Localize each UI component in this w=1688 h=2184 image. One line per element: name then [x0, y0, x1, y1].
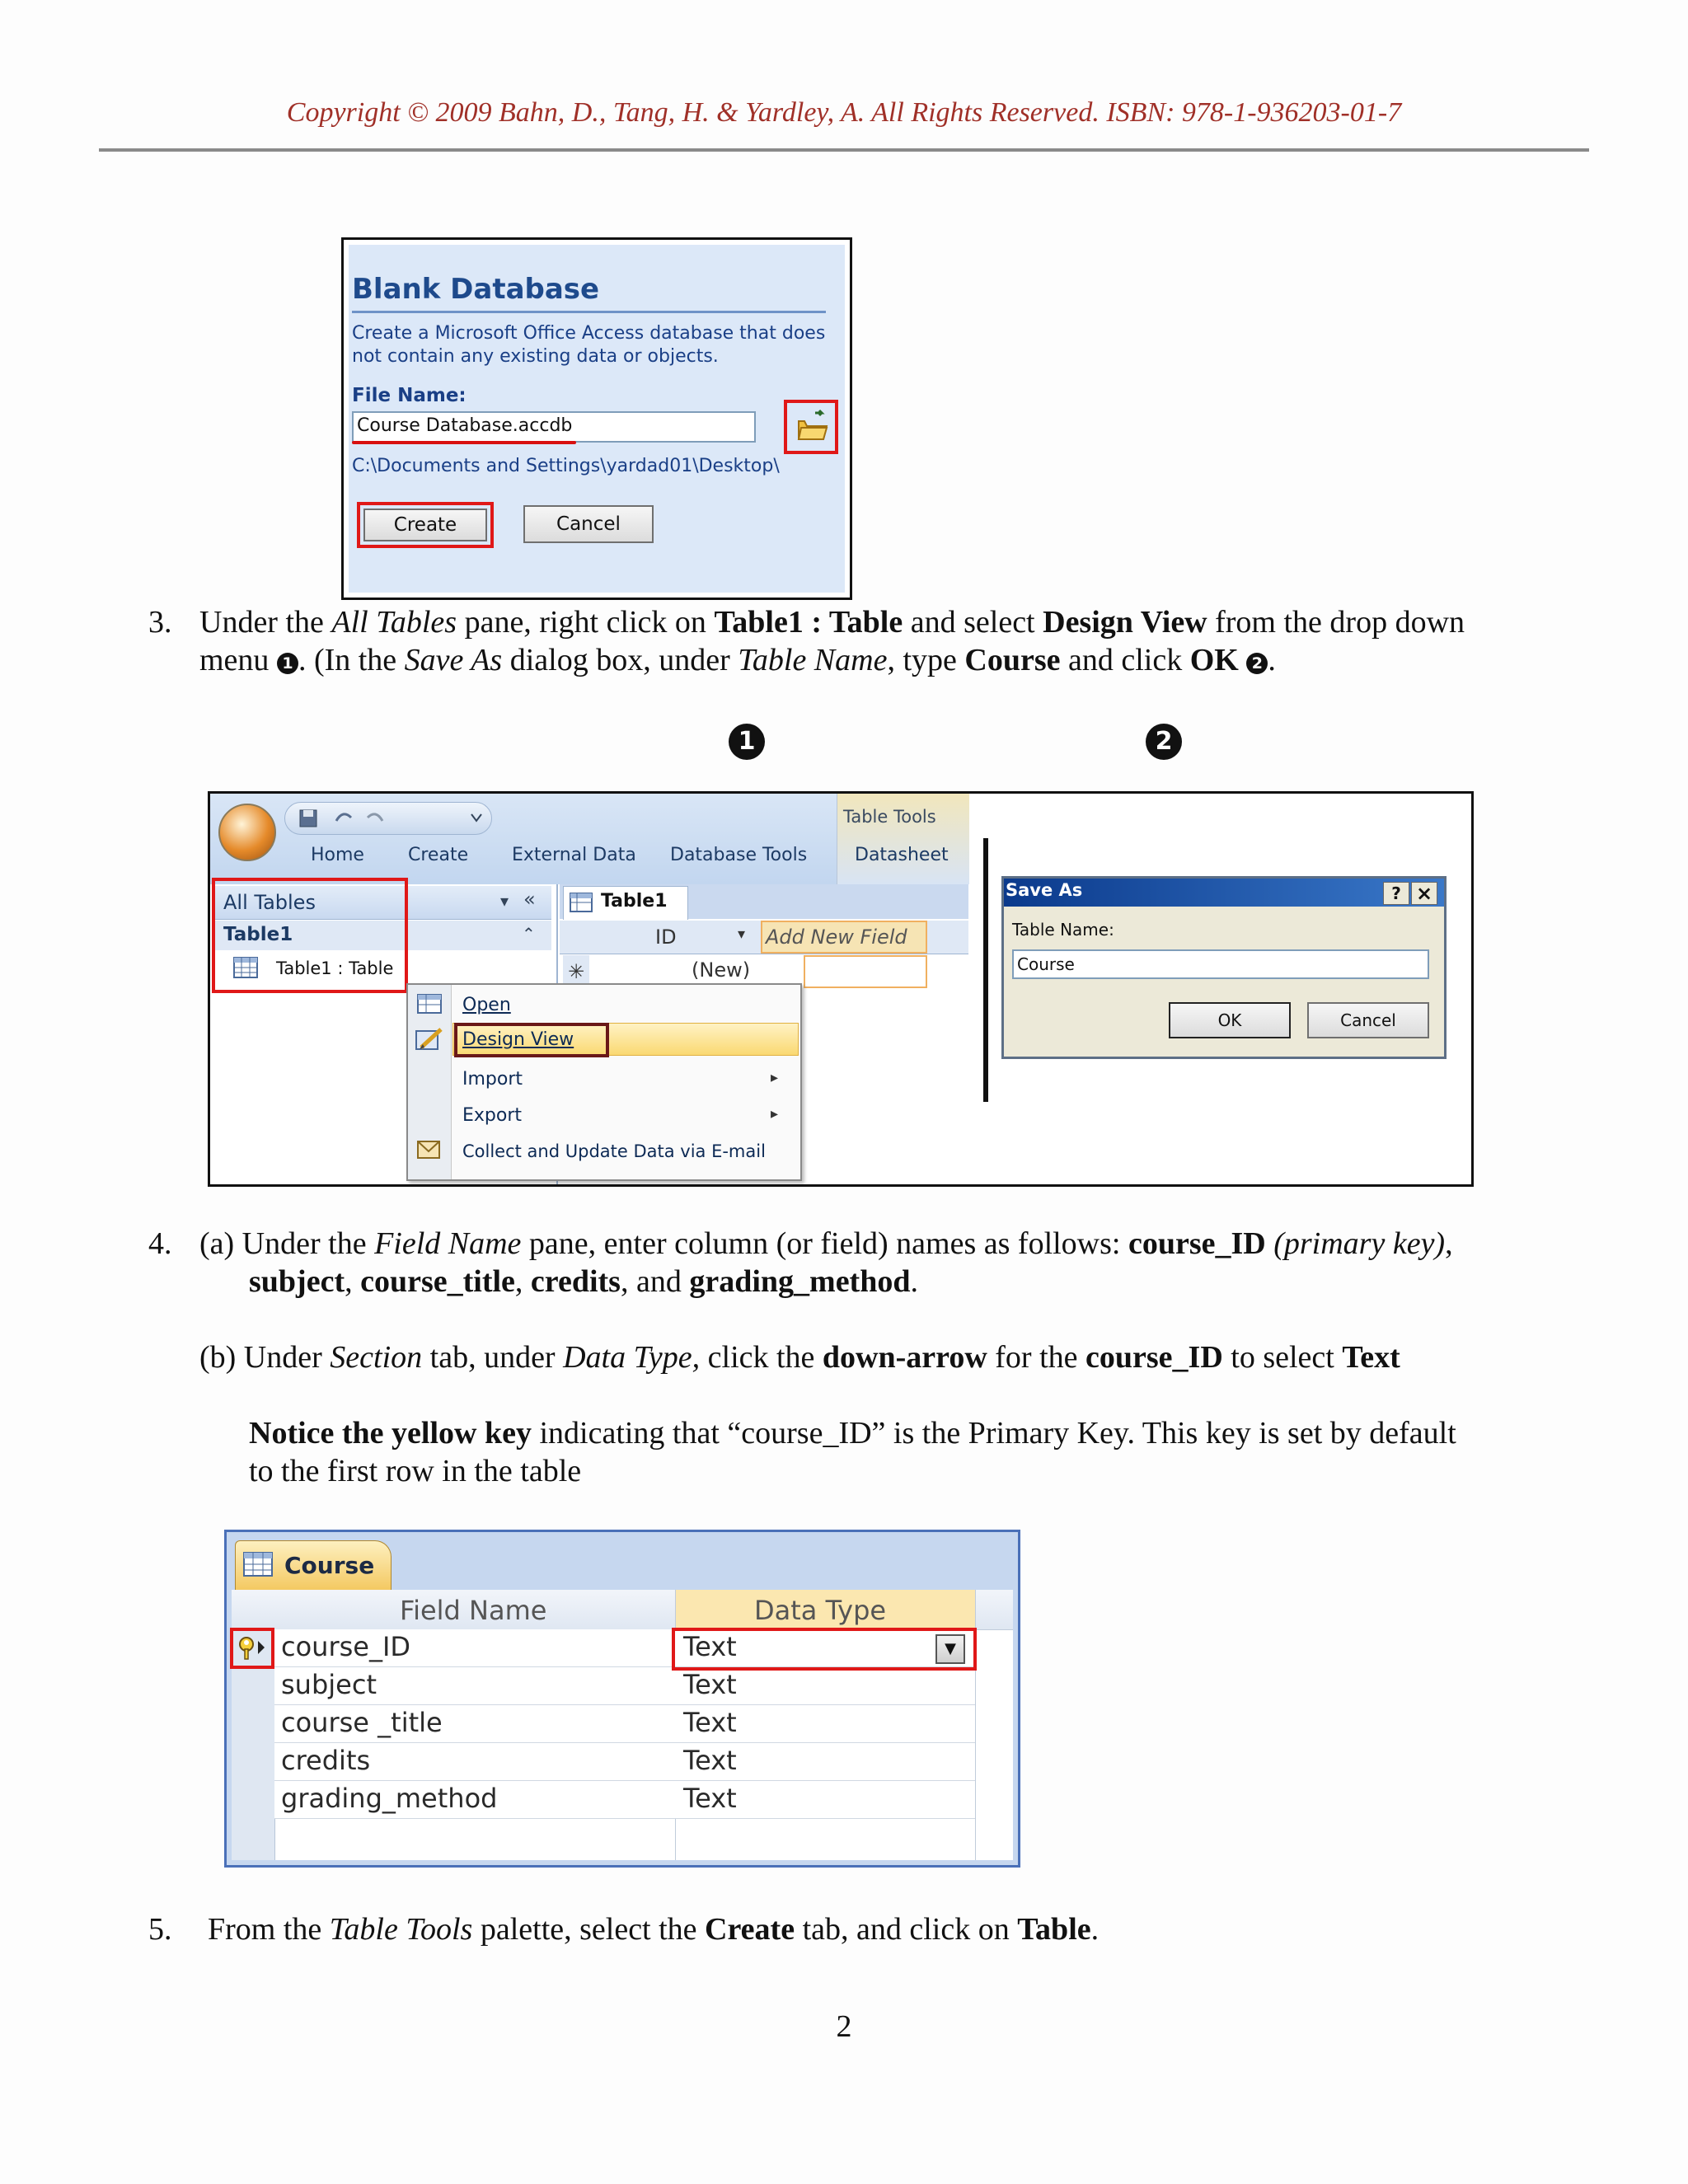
open-icon: [415, 990, 444, 1016]
data-type-header: Data Type: [754, 1595, 887, 1626]
blank-database-description: [352, 322, 830, 368]
description-line-1: Create a Microsoft Office Access database that does: [352, 323, 826, 344]
new-record-asterisk-icon: ✳: [563, 955, 589, 988]
text: .: [1090, 1912, 1100, 1947]
table-icon: [243, 1552, 273, 1577]
document-tab-label: Table1: [601, 891, 668, 912]
data-type-cell[interactable]: Text: [683, 1745, 737, 1776]
bullet-2: 2: [1246, 653, 1268, 674]
quick-access-toolbar[interactable]: [284, 802, 492, 835]
table-row[interactable]: [274, 1781, 975, 1819]
text: course_ID: [1128, 1226, 1266, 1261]
design-tab-label: Course: [284, 1552, 375, 1579]
text: to select: [1222, 1340, 1343, 1375]
column-id-header[interactable]: ID: [655, 926, 677, 949]
step-5-text: [208, 1910, 1609, 1948]
menu-item-import[interactable]: Import: [462, 1069, 523, 1090]
callout-2: 2: [1146, 724, 1182, 760]
nav-item-label: Table1 : Table: [276, 958, 394, 978]
design-view-screenshot: [224, 1530, 1020, 1868]
field-name-cell[interactable]: credits: [281, 1745, 371, 1776]
text: for the: [987, 1340, 1086, 1375]
data-type-cell[interactable]: Text: [683, 1631, 737, 1662]
title-divider: [352, 311, 826, 313]
blank-database-panel: [341, 237, 852, 600]
text: Text: [1342, 1340, 1400, 1375]
data-type-dropdown-highlight: [672, 1628, 977, 1671]
submenu-arrow-icon: ▸: [771, 1105, 779, 1122]
design-view-icon: [413, 1024, 446, 1054]
text: menu: [199, 643, 277, 677]
file-path: C:\Documents and Settings\yardad01\Desktop\: [352, 456, 780, 476]
table-name-input[interactable]: Course: [1012, 949, 1429, 979]
tab-datasheet[interactable]: Datasheet: [855, 845, 949, 865]
office-button[interactable]: [218, 804, 276, 861]
step-5-number: 5.: [148, 1912, 172, 1947]
text: (primary key): [1265, 1226, 1446, 1261]
text: subject: [249, 1264, 345, 1299]
text: Table: [1017, 1912, 1091, 1947]
step-4a-text: [199, 1225, 1617, 1301]
table-name-label: Table Name:: [1012, 920, 1114, 940]
text: from the drop down: [1207, 605, 1465, 640]
context-menu: [406, 983, 802, 1181]
data-type-cell[interactable]: Text: [683, 1669, 737, 1700]
text: Table1 : Table: [714, 605, 903, 640]
text: , type: [887, 643, 965, 677]
text: ,: [514, 1264, 531, 1299]
menu-item-open[interactable]: Open: [462, 995, 511, 1015]
quick-access-icons: [285, 803, 491, 834]
text: .: [910, 1264, 918, 1299]
text: credits: [530, 1264, 621, 1299]
table-row[interactable]: [274, 1705, 975, 1743]
field-name-cell[interactable]: course _title: [281, 1707, 443, 1738]
collapse-pane-icon[interactable]: «: [523, 888, 536, 911]
text: All Tables: [331, 605, 457, 640]
text: Notice the yellow key: [249, 1416, 532, 1451]
submenu-arrow-icon: ▸: [771, 1069, 779, 1086]
table-icon: [570, 893, 593, 912]
table-tools-label: Table Tools: [843, 807, 936, 827]
tab-database-tools[interactable]: Database Tools: [670, 845, 808, 865]
nav-group-label: Table1: [223, 924, 293, 945]
blank-database-title: Blank Database: [352, 273, 600, 306]
step-3-number: 3.: [148, 605, 172, 640]
field-name-header: Field Name: [400, 1595, 547, 1626]
add-new-field-label: Add New Field: [766, 926, 907, 949]
create-button[interactable]: Create: [363, 509, 487, 541]
save-as-cancel-button[interactable]: Cancel: [1307, 1002, 1429, 1038]
email-icon: [415, 1135, 444, 1165]
primary-key-icon: [237, 1634, 270, 1662]
text: ,: [1445, 1226, 1453, 1261]
text: down-arrow: [822, 1340, 987, 1375]
ok-button[interactable]: OK: [1169, 1002, 1291, 1038]
new-row-value: (New): [692, 958, 751, 982]
text: Table Tools: [329, 1912, 473, 1947]
text: course_ID: [1085, 1340, 1223, 1375]
text: Section: [330, 1340, 423, 1375]
menu-item-export[interactable]: Export: [462, 1105, 523, 1126]
text: Design View: [1043, 605, 1207, 640]
step-4-number: 4.: [148, 1226, 172, 1261]
text: click the: [700, 1340, 823, 1375]
copyright-header: Copyright © 2009 Bahn, D., Tang, H. & Yardley, A. All Rights Reserved. ISBN: 978-1-936203-01-7: [286, 97, 1402, 128]
all-tables-highlight: [212, 878, 408, 993]
bullet-1: 1: [277, 653, 298, 674]
field-name-cell[interactable]: course_ID: [281, 1631, 411, 1662]
access-screenshot: [208, 791, 1474, 1187]
chevron-down-icon[interactable]: ▾: [500, 891, 509, 911]
text: tab, under: [422, 1340, 564, 1375]
text: course_title: [360, 1264, 515, 1299]
text: and select: [903, 605, 1043, 640]
table-row[interactable]: [274, 1667, 975, 1705]
text: and click: [1060, 643, 1190, 677]
menu-item-collect-data[interactable]: Collect and Update Data via E-mail: [462, 1141, 766, 1161]
create-button-highlight: [357, 502, 494, 548]
text: Data Type,: [563, 1340, 701, 1375]
step-4b-text: [199, 1338, 1617, 1376]
text: ,: [345, 1264, 361, 1299]
add-new-field-cell[interactable]: [804, 955, 927, 988]
text: , and: [620, 1264, 690, 1299]
data-type-cell[interactable]: Text: [683, 1783, 737, 1814]
file-name-highlight-underline: [352, 441, 576, 444]
page-number: 2: [836, 2009, 852, 2044]
save-as-dialog: [1001, 876, 1447, 1059]
text: indicating that “course_ID” is the Primary Key. This key is set by default: [531, 1416, 1456, 1451]
text: dialog box, under: [502, 643, 738, 677]
text: palette, select the: [472, 1912, 706, 1947]
text: tab, and click on: [795, 1912, 1018, 1947]
screenshot-divider: [983, 838, 988, 1102]
description-line-2: not contain any existing data or objects.: [352, 346, 719, 367]
close-button[interactable]: ×: [1411, 882, 1437, 905]
text: Save As: [404, 643, 503, 677]
text: Table Name: [738, 643, 888, 677]
text: Under the: [199, 605, 332, 640]
data-type-cell[interactable]: Text: [683, 1707, 737, 1738]
help-button[interactable]: ?: [1383, 882, 1409, 905]
text: to the first row in the table: [249, 1454, 582, 1488]
chevron-down-icon[interactable]: ▼: [935, 1634, 965, 1664]
text: . (In the: [298, 643, 405, 677]
text: pane, right click on: [457, 605, 715, 640]
field-name-cell[interactable]: grading_method: [281, 1783, 498, 1814]
tab-home[interactable]: Home: [311, 845, 364, 865]
text: From the: [208, 1912, 330, 1947]
browse-folder-button[interactable]: [784, 400, 838, 454]
field-name-cell[interactable]: subject: [281, 1669, 377, 1700]
tab-create[interactable]: Create: [408, 845, 469, 865]
callout-1: 1: [729, 724, 765, 760]
text: (a) Under the: [199, 1226, 375, 1261]
all-tables-label: All Tables: [223, 891, 316, 914]
text: OK: [1189, 643, 1239, 677]
save-as-title: Save As: [1006, 880, 1083, 900]
step-4-note: [249, 1414, 1617, 1490]
text: .: [1268, 643, 1276, 677]
cancel-button[interactable]: Cancel: [523, 505, 654, 543]
text: grading_method: [689, 1264, 911, 1299]
text: (b) Under: [199, 1340, 331, 1375]
step-3-text: [199, 603, 1617, 679]
header-rule: [99, 148, 1589, 152]
folder-icon: [787, 403, 835, 451]
file-name-label: File Name:: [352, 385, 467, 406]
text: Course: [964, 643, 1061, 677]
collapse-group-icon[interactable]: ⌃: [522, 924, 536, 944]
text: Field Name: [374, 1226, 522, 1261]
menu-item-design-view[interactable]: Design View: [462, 1029, 574, 1050]
tab-external-data[interactable]: External Data: [512, 845, 636, 865]
table-row[interactable]: [274, 1743, 975, 1781]
text: Create: [705, 1912, 795, 1947]
chevron-down-icon[interactable]: ▾: [738, 926, 746, 943]
file-name-input[interactable]: Course Database.accdb: [352, 411, 756, 443]
text: pane, enter column (or field) names as follows:: [521, 1226, 1128, 1261]
